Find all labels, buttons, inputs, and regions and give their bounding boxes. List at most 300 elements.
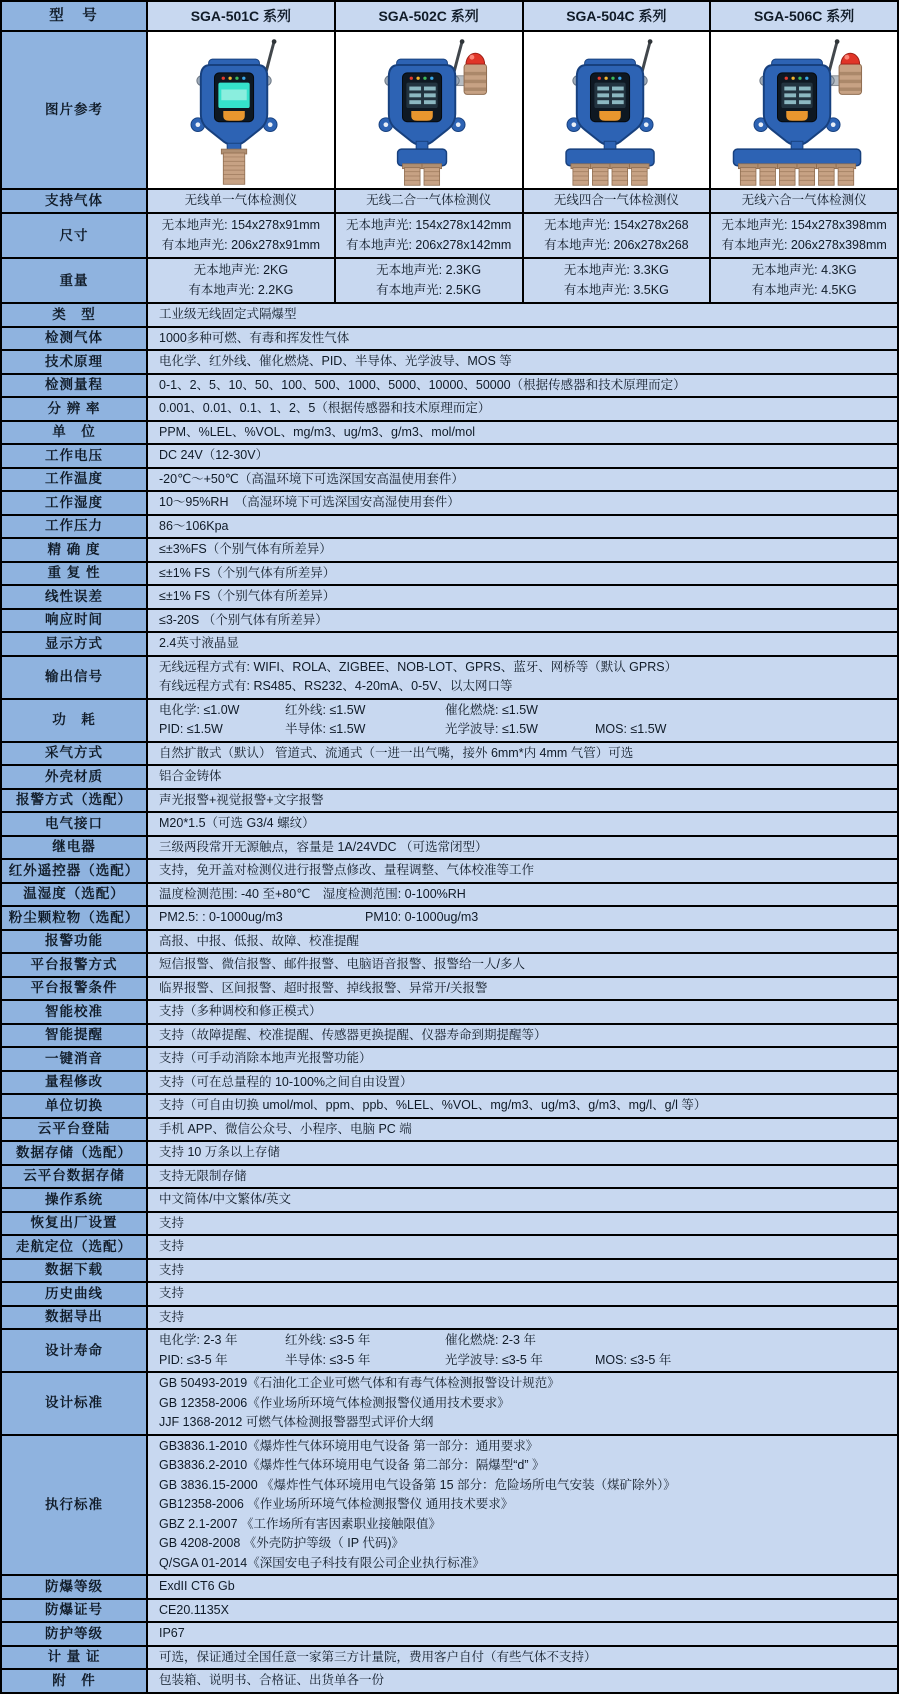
column-value <box>711 190 897 212</box>
value-segment: 催化燃烧: ≤1.5W <box>445 702 538 717</box>
row-value-wrap <box>148 1600 897 1622</box>
row-value-wrap <box>148 1001 897 1023</box>
row-label: 附 件 <box>2 1670 148 1692</box>
row-value <box>148 469 897 491</box>
row-value <box>148 328 897 350</box>
row-label: 数据下载 <box>2 1260 148 1282</box>
row-label: 单 位 <box>2 422 148 444</box>
row-value <box>148 978 897 1000</box>
row-value <box>148 1307 897 1329</box>
value-line <box>159 701 897 721</box>
row-value <box>148 1025 897 1047</box>
row-value-wrap <box>148 304 897 326</box>
row-value <box>148 766 897 788</box>
value-line: 短信报警、微信报警、邮件报警、电脑语音报警、报警给一人/多人 <box>159 957 525 971</box>
table-row <box>2 1623 897 1647</box>
value-line: 无线单一气体检测仪 <box>184 193 298 208</box>
value-line: 无本地声光: 154x278x398mm <box>721 218 887 232</box>
row-value <box>148 1670 897 1692</box>
value-line: 温度检测范围: -40 至+80℃ 湿度检测范围: 0-100%RH <box>159 886 466 901</box>
table-row <box>2 1307 897 1331</box>
row-label: 检测量程 <box>2 375 148 397</box>
value-line: ExdII CT6 Gb <box>159 1579 235 1593</box>
row-value-wrap <box>148 1576 897 1598</box>
value-segment: 红外线: ≤1.5W <box>285 702 366 717</box>
row-label: 支持气体 <box>2 190 148 212</box>
row-value-wrap <box>148 328 897 350</box>
table-row <box>2 1283 897 1307</box>
row-label: 温湿度（选配） <box>2 884 148 906</box>
row-value <box>148 1001 897 1023</box>
row-value <box>148 516 897 538</box>
column-value <box>336 214 524 257</box>
value-segment: PM2.5: : 0-1000ug/m3 <box>159 910 283 924</box>
value-line: 2.4英寸液晶显 <box>159 636 239 650</box>
row-label: 外壳材质 <box>2 766 148 788</box>
table-row <box>2 978 897 1002</box>
value-line: 支持无限制存储 <box>159 1168 247 1183</box>
row-label: 智能提醒 <box>2 1025 148 1047</box>
table-row <box>2 610 897 634</box>
gas-detector-illustration <box>524 32 710 188</box>
value-line: 有本地声光: 4.5KG <box>751 282 857 297</box>
table-row <box>2 422 897 446</box>
device-button <box>599 111 621 121</box>
row-label: 报警功能 <box>2 931 148 953</box>
row-value-wrap <box>148 1166 897 1188</box>
row-value <box>148 1236 897 1258</box>
row-value <box>148 790 897 812</box>
table-row <box>2 1213 897 1237</box>
row-value-wrap <box>148 1373 897 1434</box>
row-value-wrap <box>148 1119 897 1141</box>
table-row <box>2 633 897 657</box>
table-row <box>2 907 897 931</box>
value-segment: 电化学: 2-3 年 <box>159 1333 238 1347</box>
row-label: 走航定位（选配） <box>2 1236 148 1258</box>
column-value <box>148 190 336 212</box>
table-row <box>2 837 897 861</box>
value-line: Q/SGA 01-2014《深国安电子科技有限公司企业执行标准》 <box>159 1555 485 1570</box>
row-label: 分 辨 率 <box>2 398 148 420</box>
row-label: 重 复 性 <box>2 563 148 585</box>
value-segment: 光学波导: ≤3-5 年 <box>445 1352 543 1367</box>
row-label: 平台报警条件 <box>2 978 148 1000</box>
column-value <box>711 214 897 257</box>
product-image-sga502c <box>336 32 524 188</box>
row-label: 防护等级 <box>2 1623 148 1645</box>
table-row <box>2 766 897 790</box>
table-row <box>2 790 897 814</box>
row-value-wrap <box>148 931 897 953</box>
table-header-row <box>2 2 897 32</box>
row-value <box>148 907 897 929</box>
row-value-wrap <box>148 837 897 859</box>
gas-sensors <box>734 141 861 185</box>
value-line: ≤±1% FS（个别气体有所差异） <box>159 589 336 603</box>
row-value <box>148 1373 897 1434</box>
table-row <box>2 214 897 259</box>
row-label: 数据导出 <box>2 1307 148 1329</box>
value-line: 无线六合一气体检测仪 <box>741 193 867 208</box>
column-value <box>524 259 712 302</box>
row-label: 设计寿命 <box>2 1330 148 1371</box>
row-label: 计 量 证 <box>2 1647 148 1669</box>
value-line: CE20.1135X <box>159 1602 229 1617</box>
value-line: 无本地声光: 154x278x91mm <box>161 218 321 232</box>
row-value-wrap <box>148 586 897 608</box>
row-value-wrap <box>148 633 897 655</box>
value-line <box>159 1331 897 1351</box>
value-line: 支持（可手动消除本地声光报警功能） <box>159 1051 372 1065</box>
value-line: 无本地声光: 4.3KG <box>751 263 857 277</box>
value-line: 铝合金铸体 <box>159 769 222 783</box>
value-line: 支持（可自由切换 umol/mol、ppm、ppb、%LEL、%VOL、mg/m3、ug/m3、g/m3、mg/l、g/l 等） <box>159 1098 707 1112</box>
value-line: GB3836.1-2010《爆炸性气体环境用电气设备 第一部分：通用要求》 <box>159 1438 539 1453</box>
row-label: 量程修改 <box>2 1072 148 1094</box>
table-row <box>2 931 897 955</box>
value-line: 10～95%RH （高湿环境下可选深国安高湿使用套件） <box>159 495 460 509</box>
row-value-wrap <box>148 1048 897 1070</box>
value-line: M20*1.5（可选 G3/4 螺纹） <box>159 816 315 830</box>
value-line: JJF 1368-2012 可燃气体检测报警器型式评价大纲 <box>159 1415 434 1429</box>
value-line: 高报、中报、低报、故障、校准提醒 <box>159 933 360 948</box>
table-row <box>2 1236 897 1260</box>
value-line: 无本地声光: 154x278x142mm <box>345 218 512 232</box>
row-value <box>148 351 897 373</box>
table-row <box>2 1576 897 1600</box>
row-value <box>148 700 897 741</box>
value-segment: 半导体: ≤3-5 年 <box>285 1352 371 1367</box>
row-label: 云平台数据存储 <box>2 1166 148 1188</box>
model-header-label: 型 号 <box>2 2 148 30</box>
value-segment: PID: ≤3-5 年 <box>159 1352 228 1367</box>
row-value <box>148 1436 897 1575</box>
value-line: ≤±1% FS（个别气体有所差异） <box>159 565 336 580</box>
row-value <box>148 1048 897 1070</box>
row-label: 采气方式 <box>2 743 148 765</box>
row-label: 电气接口 <box>2 813 148 835</box>
value-line: 工业级无线固定式隔爆型 <box>159 307 297 321</box>
row-value <box>148 1330 897 1371</box>
value-line: IP67 <box>159 1626 185 1640</box>
column-value <box>148 214 336 257</box>
value-line: 无线二合一气体检测仪 <box>366 193 492 208</box>
model-header-sga506c: SGA-506C 系列 <box>711 2 897 30</box>
value-line: 有本地声光: 2.2KG <box>188 282 294 297</box>
value-line: 有本地声光: 206x278x91mm <box>161 237 321 252</box>
table-row <box>2 1330 897 1373</box>
table-row <box>2 539 897 563</box>
row-value-wrap <box>148 907 897 929</box>
value-line: 支持 <box>159 1286 185 1300</box>
row-value-wrap <box>148 790 897 812</box>
row-label: 执行标准 <box>2 1436 148 1575</box>
row-label: 一键消音 <box>2 1048 148 1070</box>
table-row <box>2 563 897 587</box>
row-label: 工作压力 <box>2 516 148 538</box>
row-value <box>148 375 897 397</box>
product-image-sga504c <box>524 32 712 188</box>
device-button <box>411 111 433 121</box>
value-line: GB 3836.15-2000 《爆炸性气体环境用电气设备第 15 部分：危险场所电气安装（煤矿除外）》 <box>159 1477 676 1492</box>
device-button <box>223 111 245 121</box>
table-row <box>2 1647 897 1671</box>
row-value <box>148 1213 897 1235</box>
value-line: 支持（可在总量程的 10-100%之间自由设置） <box>159 1074 413 1089</box>
row-value-wrap <box>148 1307 897 1329</box>
value-line: 临界报警、区间报警、超时报警、掉线报警、异常开/关报警 <box>159 980 488 995</box>
table-row <box>2 516 897 540</box>
row-label: 重量 <box>2 259 148 302</box>
row-label: 输出信号 <box>2 657 148 698</box>
row-value-wrap <box>148 1142 897 1164</box>
row-value-wrap <box>148 469 897 491</box>
row-label: 恢复出厂设置 <box>2 1213 148 1235</box>
row-value <box>148 931 897 953</box>
table-row <box>2 190 897 214</box>
row-value-wrap <box>148 1330 897 1371</box>
row-value <box>148 954 897 976</box>
detector-body <box>191 59 277 145</box>
value-line: 支持 <box>159 1262 185 1277</box>
gas-sensors <box>566 141 654 185</box>
row-value <box>148 398 897 420</box>
value-line: 手机 APP、微信公众号、小程序、电脑 PC 端 <box>159 1121 412 1136</box>
row-label: 防爆等级 <box>2 1576 148 1598</box>
value-line: 有本地声光: 206x278x268 <box>544 237 689 252</box>
row-value <box>148 884 897 906</box>
device-button <box>787 111 809 121</box>
row-label: 红外遥控器（选配） <box>2 860 148 882</box>
value-line: GB3836.2-2010《爆炸性气体环境用电气设备 第二部分：隔爆型“d” 》 <box>159 1458 545 1472</box>
model-header-sga502c: SGA-502C 系列 <box>336 2 524 30</box>
product-image-sga506c <box>711 32 897 188</box>
model-header-sga501c: SGA-501C 系列 <box>148 2 336 30</box>
row-value-wrap <box>148 1283 897 1305</box>
row-label: 精 确 度 <box>2 539 148 561</box>
table-row <box>2 954 897 978</box>
value-line: ≤3-20S （个别气体有所差异） <box>159 612 328 627</box>
table-row <box>2 1048 897 1072</box>
row-value-wrap <box>148 563 897 585</box>
table-row <box>2 1025 897 1049</box>
product-image-row <box>2 32 897 190</box>
value-line: 有本地声光: 2.5KG <box>376 282 482 297</box>
value-segment: 半导体: ≤1.5W <box>285 722 366 736</box>
row-value <box>148 1260 897 1282</box>
value-line: 支持 10 万条以上存储 <box>159 1145 280 1159</box>
value-line <box>159 908 897 928</box>
column-value <box>336 190 524 212</box>
value-line: 86～106Kpa <box>159 518 229 533</box>
row-value-wrap <box>148 539 897 561</box>
row-value-wrap <box>148 954 897 976</box>
value-line: 支持 <box>159 1239 185 1253</box>
value-line: GBZ 2.1-2007 《工作场所有害因素职业接触限值》 <box>159 1516 441 1531</box>
value-line: 声光报警+视觉报警+文字报警 <box>159 792 324 807</box>
detector-body <box>567 59 653 145</box>
value-line: 支持 <box>159 1215 185 1230</box>
value-line: 有本地声光: 3.5KG <box>563 282 669 297</box>
row-label: 响应时间 <box>2 610 148 632</box>
row-value-wrap <box>148 700 897 741</box>
value-line: 有线远程方式有: RS485、RS232、4-20mA、0-5V、以太网口等 <box>159 679 513 693</box>
value-line: ≤±3%FS（个别气体有所差异） <box>159 542 332 556</box>
row-value <box>148 304 897 326</box>
value-line: 1000多种可燃、有毒和挥发性气体 <box>159 330 350 345</box>
value-line: 0.001、0.01、0.1、1、2、5（根据传感器和技术原理而定） <box>159 401 491 415</box>
row-value-wrap <box>148 375 897 397</box>
value-line: DC 24V（12-30V） <box>159 448 269 462</box>
row-label: 粉尘颗粒物（选配） <box>2 907 148 929</box>
value-line: GB 12358-2006《作业场所环境气体检测报警仪通用技术要求》 <box>159 1395 510 1410</box>
value-line: 无线四合一气体检测仪 <box>553 193 679 208</box>
row-label: 尺寸 <box>2 214 148 257</box>
value-line: 支持，免开盖对检测仪进行报警点修改、量程调整、气体校准等工作 <box>159 863 535 877</box>
table-row <box>2 884 897 908</box>
value-line <box>159 720 897 740</box>
value-segment: 光学波导: ≤1.5W <box>445 722 538 736</box>
value-line: 自然扩散式（默认） 管道式、流通式（一进一出气嘴，接外 6mm*内 4mm 气管）可选 <box>159 745 634 760</box>
gas-sensors <box>397 141 446 185</box>
value-line: GB12358-2006 《作业场所环境气体检测报警仪 通用技术要求》 <box>159 1497 514 1511</box>
column-value <box>524 190 712 212</box>
row-value <box>148 539 897 561</box>
column-value <box>524 214 712 257</box>
value-line: PPM、%LEL、%VOL、mg/m3、ug/m3、g/m3、mol/mol <box>159 424 476 439</box>
row-label: 单位切换 <box>2 1095 148 1117</box>
row-value <box>148 492 897 514</box>
table-row <box>2 1095 897 1119</box>
value-line: -20℃～+50℃（高温环境下可选深国安高温使用套件） <box>159 471 464 486</box>
row-label: 工作电压 <box>2 445 148 467</box>
table-row <box>2 860 897 884</box>
row-value-wrap <box>148 1236 897 1258</box>
row-label: 检测气体 <box>2 328 148 350</box>
detector-body <box>379 59 465 145</box>
gas-sensors <box>221 143 246 184</box>
table-row <box>2 328 897 352</box>
value-line: 支持（多种调校和修正模式） <box>159 1004 322 1018</box>
table-row <box>2 743 897 767</box>
row-value <box>148 586 897 608</box>
row-value-wrap <box>148 1095 897 1117</box>
product-image-sga501c <box>148 32 336 188</box>
table-row <box>2 813 897 837</box>
row-value <box>148 610 897 632</box>
row-label: 云平台登陆 <box>2 1119 148 1141</box>
table-row <box>2 1600 897 1624</box>
value-line: GB 50493-2019《石油化工企业可燃气体和有毒气体检测报警设计规范》 <box>159 1376 560 1390</box>
value-line: 支持 <box>159 1309 185 1324</box>
table-row <box>2 1142 897 1166</box>
table-row <box>2 469 897 493</box>
table-row <box>2 586 897 610</box>
row-value <box>148 563 897 585</box>
column-value <box>711 259 897 302</box>
table-row <box>2 657 897 700</box>
value-segment: PID: ≤1.5W <box>159 722 223 736</box>
row-value-wrap <box>148 657 897 698</box>
row-value <box>148 1283 897 1305</box>
row-label: 历史曲线 <box>2 1283 148 1305</box>
row-value-wrap <box>148 1260 897 1282</box>
row-label: 继电器 <box>2 837 148 859</box>
value-line: 三级两段常开无源触点，容量是 1A/24VDC （可选常闭型） <box>159 839 488 854</box>
table-row <box>2 1166 897 1190</box>
row-value <box>148 633 897 655</box>
row-value-wrap <box>148 398 897 420</box>
row-value <box>148 743 897 765</box>
row-value <box>148 837 897 859</box>
value-line: 支持（故障提醒、校准提醒、传感器更换提醒、仪器寿命到期提醒等） <box>159 1027 547 1042</box>
table-row <box>2 1260 897 1284</box>
row-value-wrap <box>148 1670 897 1692</box>
row-value-wrap <box>148 978 897 1000</box>
value-line: 无本地声光: 2KG <box>193 263 289 277</box>
value-line: 有本地声光: 206x278x398mm <box>721 237 887 252</box>
value-line: 0-1、2、5、10、50、100、500、1000、5000、10000、50000（根据传感器和技术原理而定） <box>159 377 686 392</box>
table-row <box>2 1436 897 1577</box>
row-value-wrap <box>148 1072 897 1094</box>
table-row <box>2 445 897 469</box>
value-line: 无线远程方式有: WIFI、ROLA、ZIGBEE、NOB-LOT、GPRS、蓝牙、网桥等（默认 GPRS） <box>159 659 678 674</box>
row-label: 工作温度 <box>2 469 148 491</box>
value-line: 可选，保证通过全国任意一家第三方计量院，费用客户自付（有些气体不支持） <box>159 1649 597 1664</box>
row-value <box>148 1600 897 1622</box>
row-value-wrap <box>148 1623 897 1645</box>
row-value <box>148 422 897 444</box>
table-row <box>2 1119 897 1143</box>
value-segment: MOS: ≤3-5 年 <box>595 1352 672 1367</box>
row-value-wrap <box>148 766 897 788</box>
row-label: 显示方式 <box>2 633 148 655</box>
table-row <box>2 1072 897 1096</box>
table-row <box>2 1670 897 1694</box>
row-label: 工作湿度 <box>2 492 148 514</box>
row-value <box>148 860 897 882</box>
value-segment: 催化燃烧: 2-3 年 <box>445 1333 536 1347</box>
value-line: GB 4208-2008 《外壳防护等级（ IP 代码)》 <box>159 1536 404 1550</box>
row-value-wrap <box>148 516 897 538</box>
row-value <box>148 1166 897 1188</box>
row-value-wrap <box>148 351 897 373</box>
row-value-wrap <box>148 1189 897 1211</box>
table-row <box>2 259 897 304</box>
row-value-wrap <box>148 492 897 514</box>
model-header-sga504c: SGA-504C 系列 <box>524 2 712 30</box>
row-value-wrap <box>148 1025 897 1047</box>
value-line: 中文简体/中文繁体/英文 <box>159 1192 291 1206</box>
detector-body <box>754 59 840 145</box>
row-value <box>148 445 897 467</box>
table-row <box>2 375 897 399</box>
row-value <box>148 1142 897 1164</box>
value-segment: MOS: ≤1.5W <box>595 722 667 736</box>
row-label: 数据存储（选配） <box>2 1142 148 1164</box>
value-segment: 电化学: ≤1.0W <box>159 702 240 717</box>
table-row <box>2 1189 897 1213</box>
table-row <box>2 398 897 422</box>
value-line <box>159 1351 897 1371</box>
row-value-wrap <box>148 1436 897 1575</box>
column-value <box>148 259 336 302</box>
row-value-wrap <box>148 743 897 765</box>
value-line: 电化学、红外线、催化燃烧、PID、半导体、光学波导、MOS 等 <box>159 354 512 368</box>
table-row <box>2 700 897 743</box>
table-row <box>2 492 897 516</box>
